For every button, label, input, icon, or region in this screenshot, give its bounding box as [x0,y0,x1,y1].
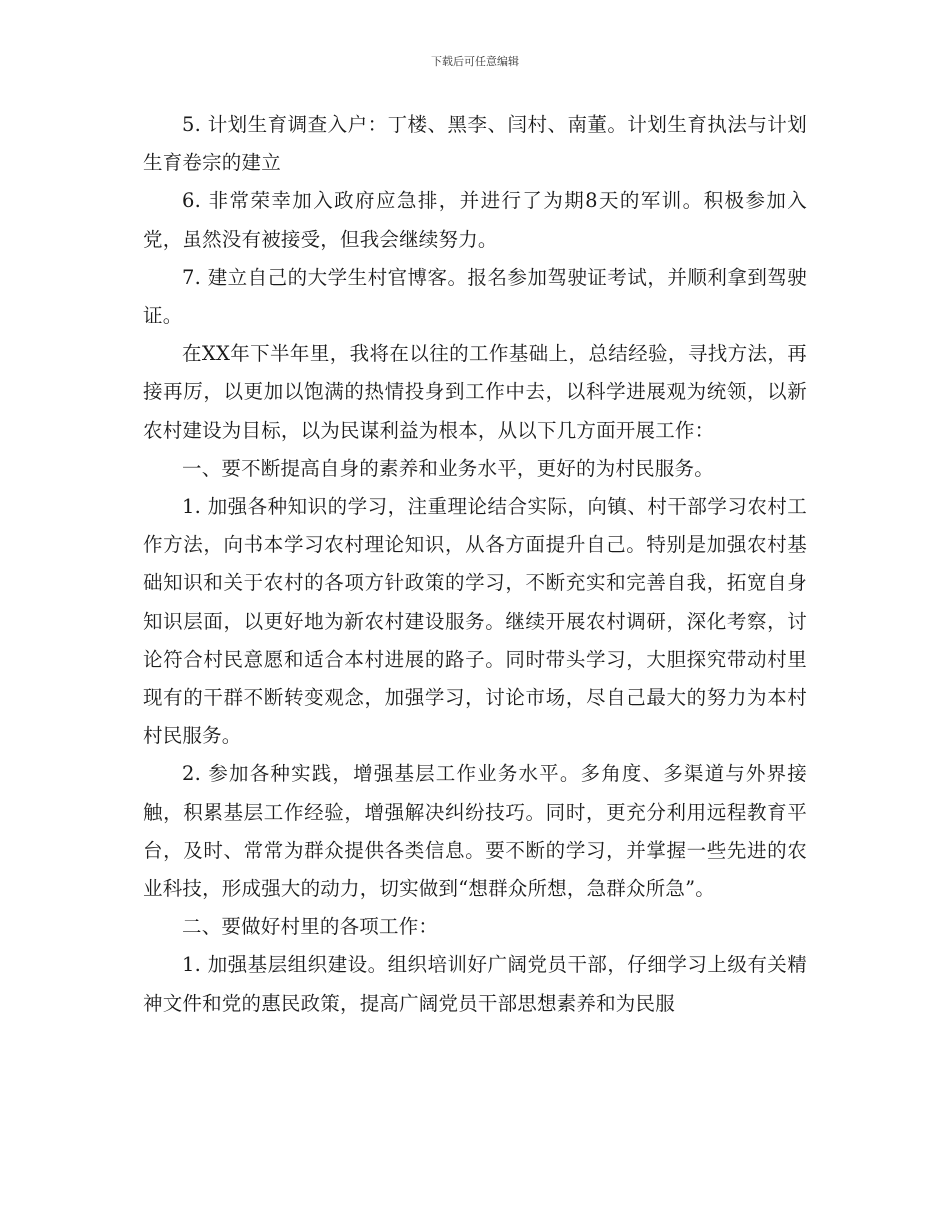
page-header-note: 下载后可任意编辑 [431,55,519,68]
paragraph-section1-item2: 2. 参加各种实践，增强基层工作业务水平。多角度、多渠道与外界接触，积累基层工作经验，增强解决纠纷技巧。同时，更充分利用远程教育平台，及时、常常为群众提供各类信息。要不断的学习，并掌握一些先进的农业科技，形成强大的动力，切实做到“想群众所想，急群众所急”。 [143,762,807,901]
section-heading-2: 二、要做好村里的各项工作： [182,915,439,939]
paragraph-item-5: 5. 计划生育调查入户：丁楼、黑李、闫村、南董。计划生育执法与计划生育卷宗的建立 [143,113,807,175]
paragraph-item-7: 7. 建立自己的大学生村官博客。报名参加驾驶证考试，并顺利拿到驾驶证。 [143,265,807,328]
paragraph-item-6: 6. 非常荣幸加入政府应急排，并进行了为期8天的军训。积极参加入党，虽然没有被接受，但我会继续努力。 [143,189,807,251]
paragraph-section1-item1: 1. 加强各种知识的学习，注重理论结合实际，向镇、村干部学习农村工作方法，向书本学习农村理论知识，从各方面提升自己。特别是加强农村基础知识和关于农村的各项方针政策的学习，不断充实和完善自我，拓宽自身知识层面，以更好地为新农村建设服务。继续开展农村调研，深化考察，讨论符合村民意愿和适合本村进展的路子。同时带头学习，大胆探究带动村里现有的干群不断转变观念，加强学习，讨论市场，尽自己最大的努力为本村村民服务。 [143,495,807,748]
paragraph-plan-intro: 在XX年下半年里，我将在以往的工作基础上，总结经验，寻找方法，再接再厉，以更加以饱满的热情投身到工作中去，以科学进展观为统领，以新农村建设为目标，以为民谋利益为根本，从以下几方面开展工作： [143,342,807,442]
document-body [143,106,807,1023]
paragraph-section2-item1: 1. 加强基层组织建设。组织培训好广阔党员干部，仔细学习上级有关精神文件和党的惠民政策，提高广阔党员干部思想素养和为民服 [143,953,807,1015]
section-heading-1: 一、要不断提高自身的素养和业务水平，更好的为村民服务。 [182,456,714,480]
